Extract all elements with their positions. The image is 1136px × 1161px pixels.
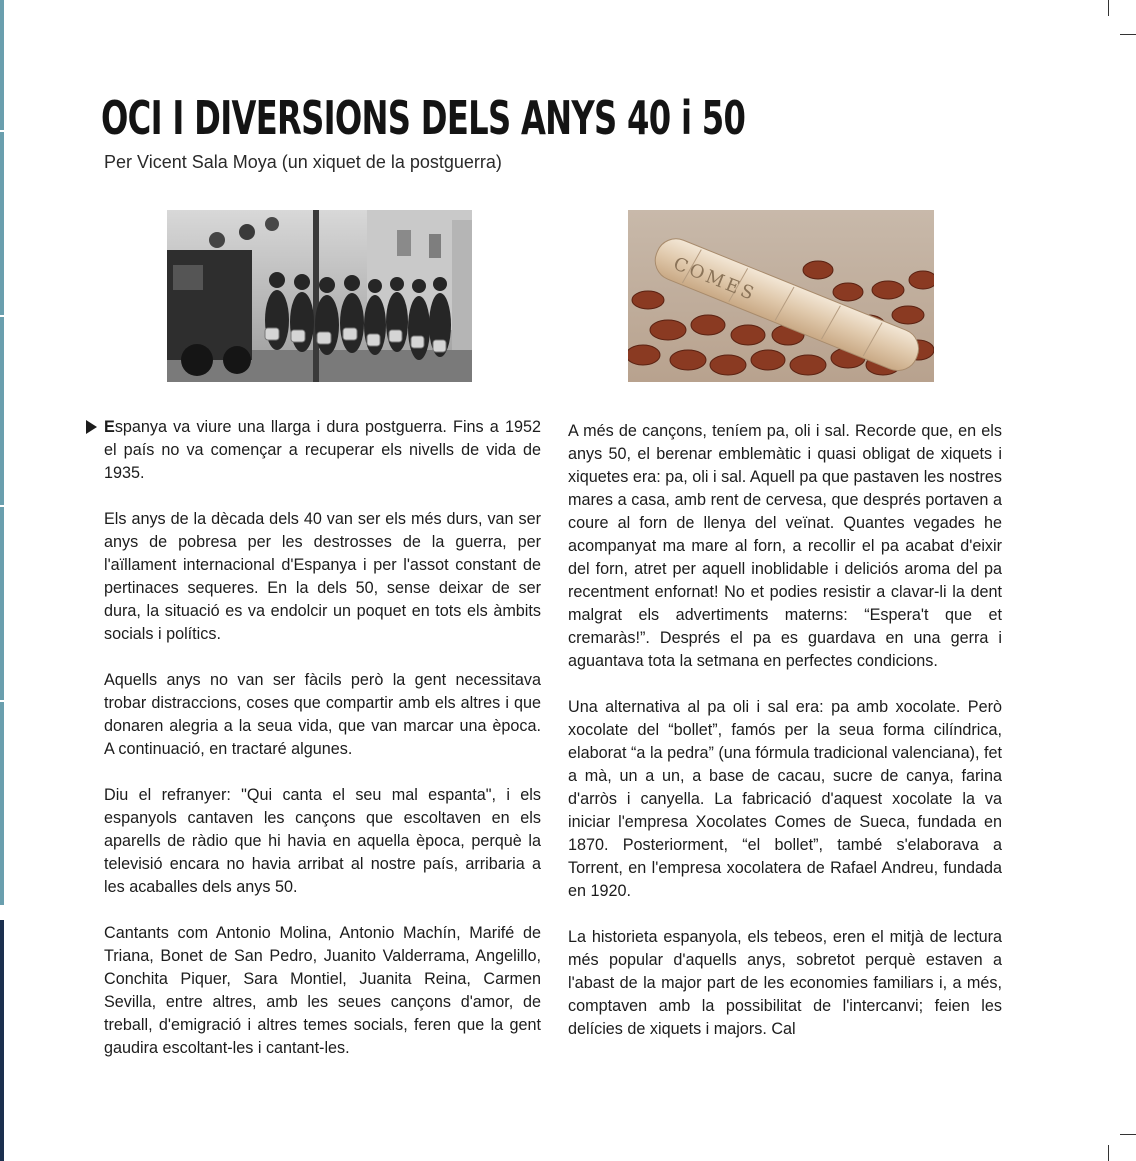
paragraph: A més de cançons, teníem pa, oli i sal. Recorde que, en els anys 50, el berenar emblemàtic i quasi obligat de xiquets i xiquetes era: pa, oli i sal. Aquell pa que pastaven les nostres mares a casa, amb rent de cervesa, que després portaven a coure al forn de llenya del veïnat. Quantes vegades he acompanyat ma mare al forn, a recollir el pa acabat d'eixir del forn, atret per aquell inoblidable i deliciós aroma del pa recentment enfornat! No et podies resistir a clavar-li la dent malgrat els advertiments materns: “Espera't que et cremaràs!”. Després el pa es guardava en una gerra i aguantava tota la setmana en perfectes condicions.	[568, 422, 1002, 670]
paragraph: La historieta espanyola, els tebeos, eren el mitjà de lectura més popular d'aquells anys, sobretot perquè estaven a l'abast de la major part de les economies familiars i, a més, comptaven amb la possibilitat de l'intercanvi; feien les delícies de xiquets i majors. Cal	[568, 928, 1002, 1038]
dropcap: E	[104, 418, 115, 436]
paragraph-intro: Espanya va viure una llarga i dura postguerra. Fins a 1952 el país no va començar a recuperar els nivells de vida de 1935.	[104, 418, 541, 482]
paragraph: Aquells anys no van ser fàcils però la gent necessitava trobar distraccions, coses que compartir amb els altres i que donaren alegria a la seua vida, que van marcar una època. A continuació, en tractaré algunes.	[104, 671, 541, 758]
crop-mark-right	[1120, 34, 1136, 35]
crop-mark-top	[1108, 0, 1109, 16]
page-edge-bottom	[0, 920, 4, 1161]
article-byline: Per Vicent Sala Moya (un xiquet de la postguerra)	[104, 152, 502, 172]
paragraph: Els anys de la dècada dels 40 van ser els més durs, van ser anys de pobresa per les destrosses de la guerra, per l'aïllament internacional d'Espanya i per l'assot constant de pertinaces sequeres. En la dels 50, sense deixar de ser dura, la situació es va endolcir un poquet en tots els àmbits socials i polítics.	[104, 510, 541, 643]
page-edge-top	[0, 0, 4, 905]
crop-mark-bottom	[1108, 1145, 1109, 1161]
paragraph: Cantants com Antonio Molina, Antonio Machín, Marifé de Triana, Bonet de San Pedro, Juanito Valderrama, Angelillo, Conchita Piquer, Sara Montiel, Juanita Reina, Carmen Sevilla, entre altres, amb les seues cançons d'amor, de treball, d'emigració i altres temes socials, feren que la gent gaudira escoltant-les i cantant-les.	[104, 924, 541, 1057]
paragraph: Una alternativa al pa oli i sal era: pa amb xocolate. Però xocolate del “bollet”, famós per la seua forma cilíndrica, elaborat “a la pedra” (una fórmula tradicional valenciana), fet a mà, un a un, a base de cacau, sucre de canya, farina d'arròs i canyella. La fabricació d'aquest xocolate la va iniciar l'empresa Xocolates Comes de Sueca, fundada en 1870. Posteriorment, “el bollet”, també s'elaborava a Torrent, en l'empresa xocolatera de Rafael Andreu, fundada en 1920.	[568, 698, 1002, 900]
left-column	[104, 416, 541, 1083]
paragraph: Diu el refranyer: "Qui canta el seu mal espanta", i els espanyols cantaven les cançons que escoltaven en els aparells de ràdio que hi havia en aquella època, perquè la televisió encara no havia arribat al nostre país, arribaria a les acaballes dels anys 50.	[104, 786, 541, 896]
section-arrow-icon	[86, 420, 97, 434]
article-title: OCI I DIVERSIONS DELS ANYS 40 i 50	[101, 91, 746, 145]
wrapper-label: COMES	[670, 253, 760, 306]
crop-mark-bottom-right	[1120, 1134, 1136, 1135]
photo-women-queue	[167, 210, 472, 382]
photo-cocoa-chocolate	[628, 210, 934, 382]
right-column	[568, 420, 1002, 1064]
